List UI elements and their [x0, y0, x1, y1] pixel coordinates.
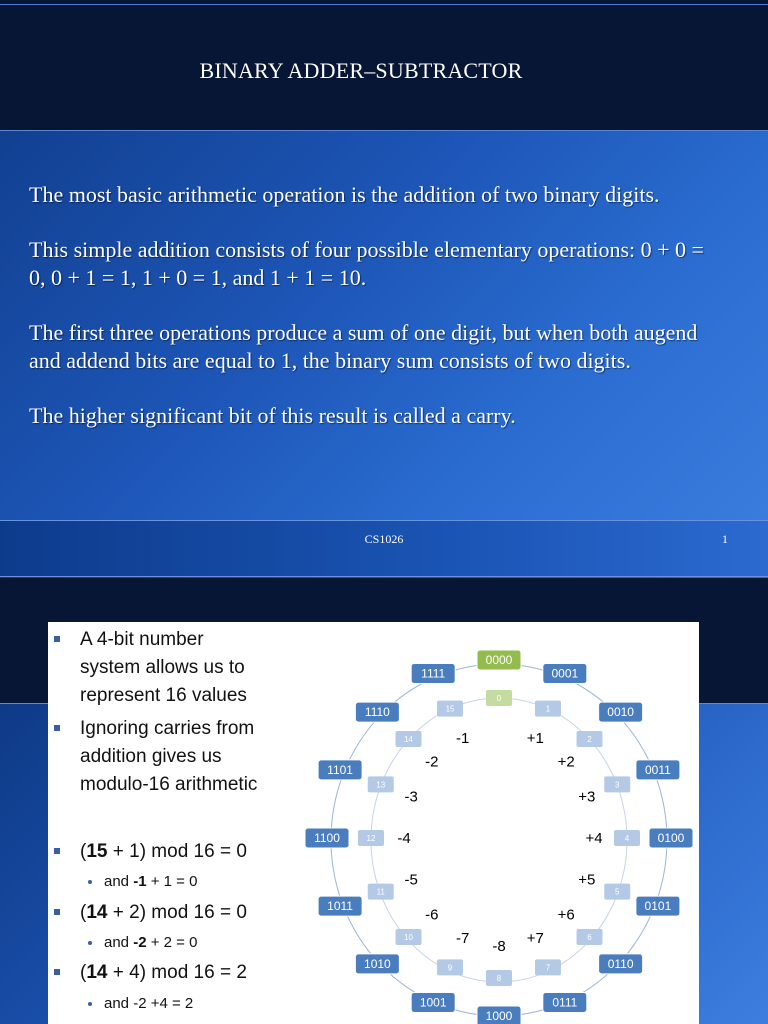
binary-label: 1111 — [421, 666, 446, 681]
title-rule — [0, 130, 768, 131]
signed-label: -5 — [404, 871, 418, 889]
sub2-rest: + 2 = 0 — [146, 934, 198, 951]
unsigned-label: 4 — [624, 834, 630, 843]
binary-label: 0010 — [607, 705, 634, 720]
unsigned-label: 7 — [545, 963, 551, 973]
bullet-line: A 4-bit number — [80, 629, 204, 650]
unsigned-label: 2 — [587, 735, 592, 745]
bullet-line: system allows us to — [80, 657, 245, 678]
paragraph-1: The most basic arithmetic operation is the addition of two binary digits. — [29, 182, 660, 207]
binary-label: 1001 — [419, 995, 447, 1010]
binary-label: 0001 — [551, 666, 579, 681]
paren: ( — [80, 902, 87, 923]
binary-label: 1000 — [485, 1009, 513, 1023]
signed-label: +5 — [578, 871, 596, 889]
slide-body — [29, 181, 719, 457]
slide-title: BINARY ADDER–SUBTRACTOR — [199, 58, 523, 83]
footer-rule-top — [0, 520, 768, 521]
paragraph-2: This simple addition consists of four possible elementary operations: 0 + 0 = 0, 0 + 1 = 1, 1 + 0 = 1, and 1 + 1 = 10. — [29, 237, 704, 290]
sub2-bold: -2 — [133, 934, 147, 951]
unsigned-label: 3 — [615, 780, 620, 790]
signed-label: +3 — [578, 788, 596, 806]
signed-label: -7 — [455, 929, 470, 947]
eq3-rest: + 4) mod 16 = 2 — [107, 962, 247, 983]
binary-label: 1011 — [327, 899, 353, 914]
unsigned-label: 8 — [496, 974, 502, 983]
binary-label: 0110 — [607, 956, 634, 971]
footer-band — [0, 520, 768, 578]
unsigned-label: 12 — [366, 834, 376, 843]
unsigned-label: 0 — [496, 694, 502, 703]
sub-bullet-3 — [88, 995, 193, 1012]
binary-label: 1100 — [314, 831, 340, 845]
signed-label: -4 — [397, 830, 411, 847]
unsigned-label: 13 — [376, 780, 386, 790]
eq1-bold: 15 — [86, 841, 108, 862]
bullet-square-icon — [54, 848, 60, 854]
eq2-bold: 14 — [86, 902, 108, 923]
footer-course: CS1026 — [364, 532, 404, 546]
paragraph-3: The first three operations produce a sum of one digit, but when both augend and addend bits are equal to 1, the binary sum consists of two digits. — [29, 320, 698, 373]
sub1-pre: and — [104, 873, 134, 890]
eq1-rest: + 1) mod 16 = 0 — [107, 841, 247, 862]
dot-icon — [88, 1002, 92, 1006]
unsigned-label: 6 — [587, 932, 592, 942]
signed-label: -3 — [404, 788, 418, 806]
eq3-bold: 14 — [86, 962, 108, 983]
sub-bullet-2 — [88, 934, 197, 951]
sub2-pre: and — [104, 934, 134, 951]
signed-label: +2 — [557, 753, 575, 771]
dot-icon — [88, 880, 92, 884]
signed-label: +1 — [526, 730, 544, 748]
unsigned-label: 1 — [545, 704, 551, 714]
bullet-line: modulo-16 arithmetic — [80, 774, 258, 795]
signed-label: +4 — [585, 830, 603, 847]
signed-label: -6 — [425, 906, 439, 924]
bullet-line: represent 16 values — [80, 685, 247, 706]
slide-2 — [0, 578, 768, 1024]
content-image — [48, 622, 699, 1024]
signed-label: -2 — [425, 753, 439, 771]
paren: ( — [80, 841, 87, 862]
bullet-line: Ignoring carries from — [80, 718, 255, 739]
binary-label: 0101 — [644, 899, 672, 914]
binary-label: 0011 — [645, 762, 671, 777]
paren: ( — [80, 962, 87, 983]
sub3-text: and -2 +4 = 2 — [104, 995, 194, 1012]
dot-icon — [88, 941, 92, 945]
binary-label: 1101 — [327, 762, 353, 777]
bullet-square-icon — [54, 909, 60, 915]
sub1-bold: -1 — [133, 873, 147, 890]
binary-label: 1010 — [364, 956, 391, 971]
unsigned-label: 15 — [445, 704, 455, 714]
signed-label: -1 — [455, 730, 470, 748]
binary-label: 0111 — [552, 995, 578, 1010]
paragraph-4: The higher significant bit of this result is called a carry. — [29, 403, 516, 428]
bullet-line: addition gives us — [80, 746, 222, 767]
binary-label: 0000 — [485, 653, 513, 667]
footer-page-number: 1 — [722, 532, 728, 546]
signed-label: -8 — [492, 938, 506, 955]
unsigned-label: 14 — [404, 735, 413, 745]
binary-label: 0100 — [657, 831, 685, 845]
unsigned-label: 10 — [404, 932, 413, 942]
binary-label: 1110 — [364, 705, 390, 720]
top-rule — [0, 4, 768, 5]
unsigned-label: 9 — [447, 963, 453, 973]
sub-bullet-1 — [88, 873, 197, 890]
bullet-square-icon — [54, 725, 60, 731]
bullet-square-icon — [54, 636, 60, 642]
sub1-rest: + 1 = 0 — [146, 873, 198, 890]
eq2-rest: + 2) mod 16 = 0 — [107, 902, 247, 923]
bullet-square-icon — [54, 969, 60, 975]
modulo-wheel-diagram — [299, 622, 699, 1024]
signed-label: +6 — [557, 906, 575, 924]
unsigned-label: 11 — [376, 887, 385, 897]
signed-label: +7 — [526, 929, 544, 947]
unsigned-label: 5 — [615, 887, 620, 897]
footer-rule-bottom — [0, 576, 768, 577]
